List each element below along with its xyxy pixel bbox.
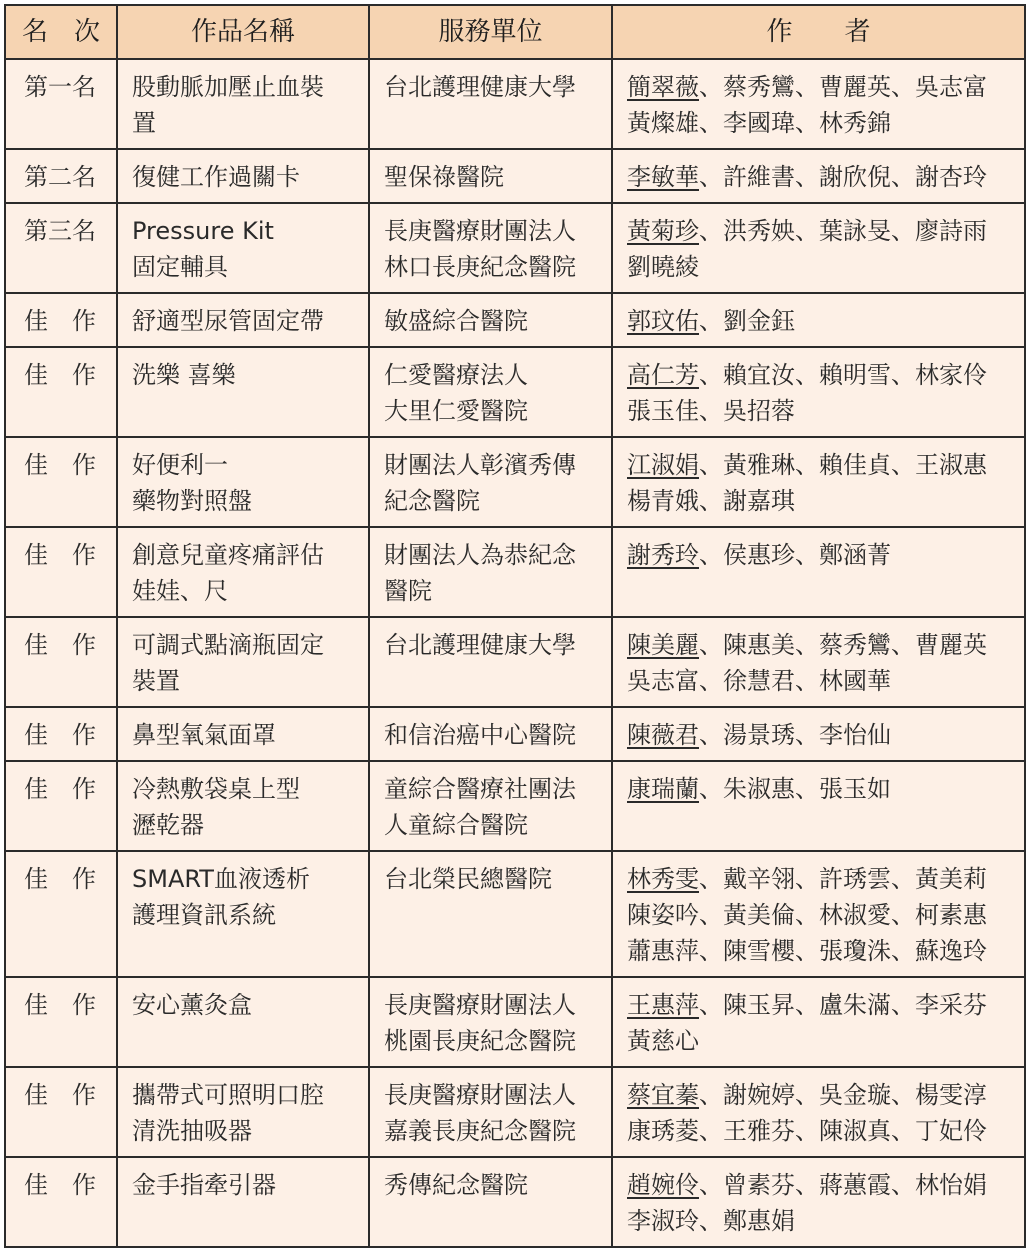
table-row <box>5 59 1025 149</box>
unit-cell <box>369 149 612 203</box>
co-authors: 張玉佳、吳招蓉 <box>627 397 795 425</box>
work-name-cell <box>117 1067 369 1157</box>
work-name-cell <box>117 977 369 1067</box>
authors-line <box>627 447 1014 483</box>
unit-line: 醫院 <box>384 577 432 605</box>
lead-author: 康瑞蘭 <box>627 775 699 803</box>
authors-line <box>627 663 1014 699</box>
authors-line <box>627 105 1014 141</box>
authors-line <box>627 1167 1014 1203</box>
unit-cell <box>369 347 612 437</box>
lead-author: 江淑娟 <box>627 451 699 479</box>
authors-cell <box>612 293 1025 347</box>
unit-cell <box>369 851 612 977</box>
co-authors: 、陳玉昇、盧朱滿、李采芬 <box>699 991 987 1019</box>
work-name-line: 裝置 <box>132 667 180 695</box>
work-name-cell <box>117 437 369 527</box>
authors-line <box>627 1077 1014 1113</box>
lead-author: 林秀雯 <box>627 865 699 893</box>
rank-cell: 第三名 <box>5 203 117 293</box>
unit-line: 林口長庚紀念醫院 <box>384 253 576 281</box>
rank-cell: 佳 作 <box>5 977 117 1067</box>
unit-cell <box>369 1157 612 1247</box>
unit-line: 嘉義長庚紀念醫院 <box>384 1117 576 1145</box>
work-name-line: 護理資訊系統 <box>132 901 276 929</box>
authors-line <box>627 159 1014 195</box>
work-name-line: 冷熱敷袋桌上型 <box>132 775 300 803</box>
lead-author: 趙婉伶 <box>627 1171 699 1199</box>
unit-line: 秀傳紀念醫院 <box>384 1171 528 1199</box>
co-authors: 劉曉綾 <box>627 253 699 281</box>
unit-line: 台北護理健康大學 <box>384 631 576 659</box>
unit-line: 長庚醫療財團法人 <box>384 217 576 245</box>
work-name-line: 復健工作過關卡 <box>132 163 300 191</box>
authors-line <box>627 1113 1014 1149</box>
authors-cell <box>612 977 1025 1067</box>
co-authors: 蕭惠萍、陳雪櫻、張瓊洙、蘇逸玲 <box>627 937 987 965</box>
table-row <box>5 761 1025 851</box>
co-authors: 吳志富、徐慧君、林國華 <box>627 667 891 695</box>
co-authors: 、朱淑惠、張玉如 <box>699 775 891 803</box>
work-name-line: 娃娃、尺 <box>132 577 228 605</box>
lead-author: 簡翠薇 <box>627 73 699 101</box>
authors-line <box>627 1023 1014 1059</box>
unit-line: 台北榮民總醫院 <box>384 865 552 893</box>
unit-line: 財團法人為恭紀念 <box>384 541 576 569</box>
rank-cell: 佳 作 <box>5 1157 117 1247</box>
authors-line <box>627 537 1014 573</box>
table-row <box>5 977 1025 1067</box>
co-authors: 、陳惠美、蔡秀鸞、曹麗英 <box>699 631 987 659</box>
unit-line: 台北護理健康大學 <box>384 73 576 101</box>
table-row <box>5 527 1025 617</box>
work-name-line: 鼻型氧氣面罩 <box>132 721 276 749</box>
rank-cell: 佳 作 <box>5 293 117 347</box>
unit-cell <box>369 59 612 149</box>
co-authors: 、湯景琇、李怡仙 <box>699 721 891 749</box>
co-authors: 、劉金鈺 <box>699 307 795 335</box>
co-authors: 陳姿吟、黃美倫、林淑愛、柯素惠 <box>627 901 987 929</box>
lead-author: 蔡宜蓁 <box>627 1081 699 1109</box>
work-name-line: 洗樂 喜樂 <box>132 361 236 389</box>
co-authors: 、黃雅琳、賴佳貞、王淑惠 <box>699 451 987 479</box>
authors-line <box>627 213 1014 249</box>
work-name-cell <box>117 851 369 977</box>
table-row <box>5 437 1025 527</box>
unit-line: 仁愛醫療法人 <box>384 361 528 389</box>
rank-cell: 佳 作 <box>5 527 117 617</box>
co-authors: 、謝婉婷、吳金璇、楊雯淳 <box>699 1081 987 1109</box>
unit-cell <box>369 203 612 293</box>
co-authors: 李淑玲、鄭惠娟 <box>627 1207 795 1235</box>
work-name-line: 金手指牽引器 <box>132 1171 276 1199</box>
work-name-cell <box>117 59 369 149</box>
unit-cell <box>369 437 612 527</box>
work-name-line: 清洗抽吸器 <box>132 1117 252 1145</box>
table-row <box>5 1067 1025 1157</box>
lead-author: 郭玟佑 <box>627 307 699 335</box>
unit-cell <box>369 707 612 761</box>
co-authors: 、賴宜汝、賴明雪、林家伶 <box>699 361 987 389</box>
work-name-line: 置 <box>132 109 156 137</box>
unit-cell <box>369 1067 612 1157</box>
co-authors: 、曾素芬、蔣蕙霞、林怡娟 <box>699 1171 987 1199</box>
authors-line <box>627 627 1014 663</box>
authors-cell <box>612 527 1025 617</box>
header-rank: 名 次 <box>5 5 117 59</box>
unit-line: 童綜合醫療社團法 <box>384 775 576 803</box>
award-table-container <box>4 4 1026 1248</box>
unit-cell <box>369 293 612 347</box>
work-name-line: 藥物對照盤 <box>132 487 252 515</box>
unit-line: 長庚醫療財團法人 <box>384 1081 576 1109</box>
authors-line <box>627 717 1014 753</box>
unit-line: 和信治癌中心醫院 <box>384 721 576 749</box>
work-name-cell <box>117 527 369 617</box>
work-name-line: 創意兒童疼痛評估 <box>132 541 324 569</box>
work-name-cell <box>117 617 369 707</box>
authors-cell <box>612 617 1025 707</box>
lead-author: 陳美麗 <box>627 631 699 659</box>
lead-author: 王惠萍 <box>627 991 699 1019</box>
work-name-cell <box>117 347 369 437</box>
work-name-cell <box>117 1157 369 1247</box>
work-name-line: 瀝乾器 <box>132 811 204 839</box>
work-name-line: 股動脈加壓止血裝 <box>132 73 324 101</box>
rank-cell: 佳 作 <box>5 707 117 761</box>
authors-line <box>627 483 1014 519</box>
authors-line <box>627 357 1014 393</box>
unit-line: 大里仁愛醫院 <box>384 397 528 425</box>
lead-author: 李敏華 <box>627 163 699 191</box>
table-row <box>5 1157 1025 1247</box>
unit-line: 紀念醫院 <box>384 487 480 515</box>
work-name-line: 固定輔具 <box>132 253 228 281</box>
work-name-cell <box>117 293 369 347</box>
table-row <box>5 707 1025 761</box>
award-table <box>4 4 1026 1248</box>
authors-cell <box>612 149 1025 203</box>
unit-cell <box>369 761 612 851</box>
work-name-line: 安心薰灸盒 <box>132 991 252 1019</box>
co-authors: 康琇菱、王雅芬、陳淑真、丁妃伶 <box>627 1117 987 1145</box>
unit-line: 長庚醫療財團法人 <box>384 991 576 1019</box>
authors-line <box>627 249 1014 285</box>
table-row <box>5 149 1025 203</box>
work-name-line: 舒適型尿管固定帶 <box>132 307 324 335</box>
lead-author: 高仁芳 <box>627 361 699 389</box>
header-work-name: 作品名稱 <box>117 5 369 59</box>
unit-line: 財團法人彰濱秀傳 <box>384 451 576 479</box>
co-authors: 、戴辛翎、許琇雲、黃美莉 <box>699 865 987 893</box>
work-name-line: 攜帶式可照明口腔 <box>132 1081 324 1109</box>
lead-author: 黃菊珍 <box>627 217 699 245</box>
lead-author: 陳薇君 <box>627 721 699 749</box>
co-authors: 黃慈心 <box>627 1027 699 1055</box>
work-name-line: Pressure Kit <box>132 217 274 245</box>
table-row <box>5 203 1025 293</box>
rank-cell: 佳 作 <box>5 851 117 977</box>
authors-cell <box>612 1067 1025 1157</box>
authors-cell <box>612 851 1025 977</box>
authors-cell <box>612 707 1025 761</box>
unit-cell <box>369 617 612 707</box>
co-authors: 黃燦雄、李國瑋、林秀錦 <box>627 109 891 137</box>
rank-cell: 佳 作 <box>5 1067 117 1157</box>
table-row <box>5 293 1025 347</box>
unit-line: 聖保祿醫院 <box>384 163 504 191</box>
lead-author: 謝秀玲 <box>627 541 699 569</box>
authors-line <box>627 303 1014 339</box>
authors-line <box>627 861 1014 897</box>
table-row <box>5 347 1025 437</box>
authors-line <box>627 771 1014 807</box>
work-name-cell <box>117 707 369 761</box>
co-authors: 、許維書、謝欣倪、謝杏玲 <box>699 163 987 191</box>
authors-line <box>627 897 1014 933</box>
work-name-line: SMART血液透析 <box>132 865 310 893</box>
authors-cell <box>612 437 1025 527</box>
authors-line <box>627 933 1014 969</box>
authors-line <box>627 987 1014 1023</box>
authors-line <box>627 393 1014 429</box>
authors-cell <box>612 1157 1025 1247</box>
authors-cell <box>612 203 1025 293</box>
rank-cell: 佳 作 <box>5 617 117 707</box>
work-name-cell <box>117 149 369 203</box>
authors-cell <box>612 59 1025 149</box>
unit-line: 敏盛綜合醫院 <box>384 307 528 335</box>
co-authors: 、洪秀姎、葉詠旻、廖詩雨 <box>699 217 987 245</box>
table-row <box>5 851 1025 977</box>
authors-cell <box>612 347 1025 437</box>
rank-cell: 佳 作 <box>5 437 117 527</box>
header-unit: 服務單位 <box>369 5 612 59</box>
authors-line <box>627 69 1014 105</box>
authors-line <box>627 1203 1014 1239</box>
header-authors: 作 者 <box>612 5 1025 59</box>
header-row <box>5 5 1025 59</box>
unit-cell <box>369 977 612 1067</box>
unit-line: 桃園長庚紀念醫院 <box>384 1027 576 1055</box>
unit-line: 人童綜合醫院 <box>384 811 528 839</box>
rank-cell: 佳 作 <box>5 347 117 437</box>
co-authors: 、蔡秀鸞、曹麗英、吳志富 <box>699 73 987 101</box>
table-row <box>5 617 1025 707</box>
rank-cell: 第一名 <box>5 59 117 149</box>
co-authors: 、侯惠珍、鄭涵菁 <box>699 541 891 569</box>
co-authors: 楊青娥、謝嘉琪 <box>627 487 795 515</box>
unit-cell <box>369 527 612 617</box>
work-name-cell <box>117 203 369 293</box>
work-name-line: 好便利一 <box>132 451 228 479</box>
work-name-cell <box>117 761 369 851</box>
work-name-line: 可調式點滴瓶固定 <box>132 631 324 659</box>
authors-cell <box>612 761 1025 851</box>
rank-cell: 佳 作 <box>5 761 117 851</box>
rank-cell: 第二名 <box>5 149 117 203</box>
